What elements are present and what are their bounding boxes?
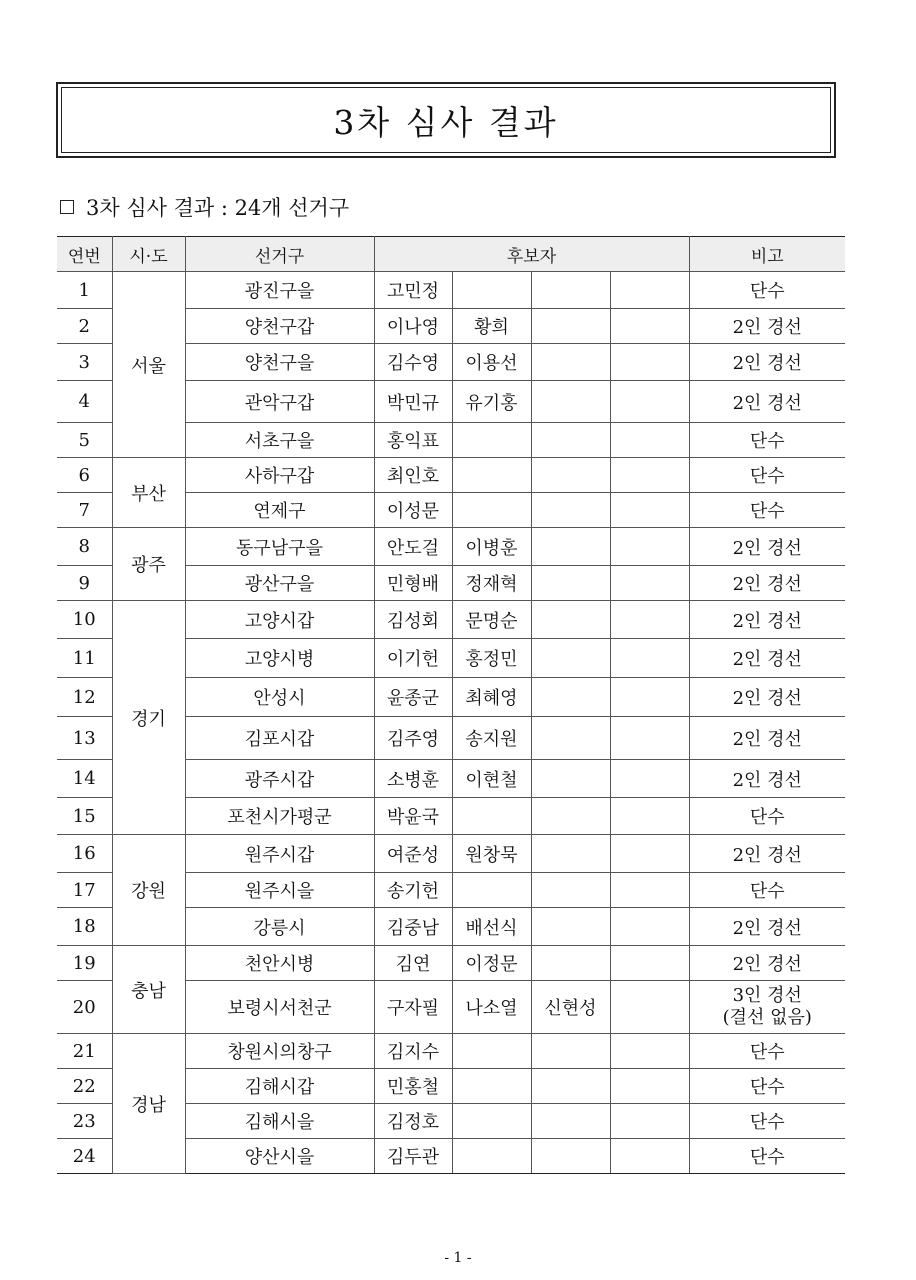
candidate-cell: 이기헌: [374, 639, 452, 678]
candidate-cell: 이현철: [452, 760, 531, 798]
district-cell: 광진구을: [185, 272, 374, 309]
row-number-cell: 16: [57, 835, 112, 873]
candidate-cell: 이나영: [374, 309, 452, 344]
row-number-cell: 10: [57, 601, 112, 639]
district-cell: 고양시병: [185, 639, 374, 678]
district-cell: 김포시갑: [185, 717, 374, 760]
candidate-cell: 안도걸: [374, 528, 452, 566]
candidate-cell: 홍정민: [452, 639, 531, 678]
candidate-cell: 나소열: [452, 981, 531, 1034]
page-number: - 1 -: [444, 1250, 472, 1266]
candidate-cell: [531, 423, 610, 458]
candidate-cell: [531, 566, 610, 601]
row-number-cell: 17: [57, 873, 112, 908]
district-cell: 양산시을: [185, 1139, 374, 1174]
candidate-cell: 송기헌: [374, 873, 452, 908]
district-cell: 김해시을: [185, 1104, 374, 1139]
candidate-cell: [531, 678, 610, 717]
district-cell: 안성시: [185, 678, 374, 717]
row-number-cell: 2: [57, 309, 112, 344]
candidate-cell: 이정문: [452, 946, 531, 981]
note-cell: 단수: [689, 272, 845, 309]
candidate-cell: 신현성: [531, 981, 610, 1034]
candidate-cell: [531, 493, 610, 528]
note-cell: 2인 경선: [689, 309, 845, 344]
candidate-cell: [531, 1139, 610, 1174]
candidate-cell: [610, 1034, 689, 1069]
note-cell: 2인 경선: [689, 344, 845, 381]
note-cell: [689, 981, 845, 1034]
candidate-cell: 김주영: [374, 717, 452, 760]
note-cell: 단수: [689, 1069, 845, 1104]
district-cell: 연제구: [185, 493, 374, 528]
note-line-1: 3인 경선: [732, 985, 802, 1006]
candidate-cell: [610, 601, 689, 639]
row-number-cell: 1: [57, 272, 112, 309]
candidate-cell: 송지원: [452, 717, 531, 760]
table-row: [57, 458, 845, 493]
district-cell: 서초구을: [185, 423, 374, 458]
candidate-cell: [610, 1104, 689, 1139]
candidate-cell: [610, 566, 689, 601]
candidate-cell: 김두관: [374, 1139, 452, 1174]
row-number-cell: 14: [57, 760, 112, 798]
candidate-cell: [452, 798, 531, 835]
district-cell: 보령시서천군: [185, 981, 374, 1034]
district-cell: 동구남구을: [185, 528, 374, 566]
candidate-cell: [531, 798, 610, 835]
candidate-cell: [452, 1104, 531, 1139]
candidate-cell: 고민정: [374, 272, 452, 309]
section-heading-text: 3차 심사 결과 : 24개 선거구: [86, 196, 350, 220]
district-cell: 원주시을: [185, 873, 374, 908]
note-cell: 단수: [689, 458, 845, 493]
candidate-cell: 이병훈: [452, 528, 531, 566]
note-cell: 2인 경선: [689, 678, 845, 717]
candidate-cell: [531, 1034, 610, 1069]
table-row: [57, 601, 845, 639]
candidate-cell: 김지수: [374, 1034, 452, 1069]
candidate-cell: [531, 381, 610, 423]
candidate-cell: [531, 717, 610, 760]
candidate-cell: [452, 493, 531, 528]
row-number-cell: 20: [57, 981, 112, 1034]
note-cell: 단수: [689, 1139, 845, 1174]
candidate-cell: [610, 272, 689, 309]
row-number-cell: 12: [57, 678, 112, 717]
district-cell: 양천구갑: [185, 309, 374, 344]
candidate-cell: 박민규: [374, 381, 452, 423]
candidate-cell: [610, 678, 689, 717]
candidate-cell: 여준성: [374, 835, 452, 873]
row-number-cell: 21: [57, 1034, 112, 1069]
candidate-cell: 박윤국: [374, 798, 452, 835]
district-cell: 사하구갑: [185, 458, 374, 493]
region-cell: 부산: [112, 458, 185, 528]
candidate-cell: [452, 272, 531, 309]
note-cell: 2인 경선: [689, 566, 845, 601]
candidate-cell: [531, 344, 610, 381]
table-row: [57, 528, 845, 566]
header-candidates: 후보자: [374, 237, 689, 272]
row-number-cell: 18: [57, 908, 112, 946]
candidate-cell: [610, 528, 689, 566]
district-cell: 관악구갑: [185, 381, 374, 423]
candidate-cell: [531, 309, 610, 344]
table-row: [57, 946, 845, 981]
candidate-cell: 소병훈: [374, 760, 452, 798]
candidate-cell: [610, 835, 689, 873]
candidate-cell: 원창묵: [452, 835, 531, 873]
row-number-cell: 24: [57, 1139, 112, 1174]
district-cell: 광산구을: [185, 566, 374, 601]
checkbox-bullet-icon: [60, 200, 74, 214]
note-cell: 단수: [689, 423, 845, 458]
candidate-cell: [610, 946, 689, 981]
candidate-cell: 홍익표: [374, 423, 452, 458]
note-cell: 단수: [689, 1034, 845, 1069]
table-header-row: [57, 237, 845, 272]
row-number-cell: 13: [57, 717, 112, 760]
candidate-cell: [452, 1034, 531, 1069]
candidate-cell: 구자필: [374, 981, 452, 1034]
candidate-cell: [531, 1069, 610, 1104]
candidate-cell: 이용선: [452, 344, 531, 381]
row-number-cell: 7: [57, 493, 112, 528]
candidate-cell: [452, 1069, 531, 1104]
header-region: 시·도: [112, 237, 185, 272]
row-number-cell: 11: [57, 639, 112, 678]
note-cell: 2인 경선: [689, 760, 845, 798]
candidate-cell: 김정호: [374, 1104, 452, 1139]
candidate-cell: 배선식: [452, 908, 531, 946]
candidate-cell: [610, 908, 689, 946]
note-cell: 2인 경선: [689, 381, 845, 423]
note-cell: 2인 경선: [689, 717, 845, 760]
candidate-cell: [610, 1069, 689, 1104]
row-number-cell: 23: [57, 1104, 112, 1139]
candidate-cell: [452, 1139, 531, 1174]
row-number-cell: 9: [57, 566, 112, 601]
table-row: [57, 272, 845, 309]
candidate-cell: 정재혁: [452, 566, 531, 601]
district-cell: 창원시의창구: [185, 1034, 374, 1069]
candidate-cell: [531, 835, 610, 873]
candidate-cell: [531, 873, 610, 908]
candidate-cell: [531, 639, 610, 678]
candidate-cell: 김연: [374, 946, 452, 981]
candidate-cell: 김중남: [374, 908, 452, 946]
candidate-cell: [531, 601, 610, 639]
table-row: [57, 835, 845, 873]
district-cell: 양천구을: [185, 344, 374, 381]
candidate-cell: 유기홍: [452, 381, 531, 423]
note-cell: 2인 경선: [689, 835, 845, 873]
candidate-cell: 이성문: [374, 493, 452, 528]
row-number-cell: 22: [57, 1069, 112, 1104]
candidate-cell: [610, 381, 689, 423]
district-cell: 고양시갑: [185, 601, 374, 639]
note-cell: 단수: [689, 873, 845, 908]
candidate-cell: [610, 981, 689, 1034]
row-number-cell: 5: [57, 423, 112, 458]
table-row: [57, 1034, 845, 1069]
candidate-cell: [610, 458, 689, 493]
page-title: 3차 심사 결과: [333, 102, 559, 142]
candidate-cell: 김성회: [374, 601, 452, 639]
header-district: 선거구: [185, 237, 374, 272]
title-inner-frame: [61, 87, 831, 153]
region-cell: 경남: [112, 1034, 185, 1174]
candidate-cell: [610, 873, 689, 908]
candidate-cell: [610, 798, 689, 835]
district-cell: 광주시갑: [185, 760, 374, 798]
candidate-cell: [610, 717, 689, 760]
candidate-cell: [610, 344, 689, 381]
note-cell: 단수: [689, 493, 845, 528]
candidate-cell: [610, 639, 689, 678]
candidate-cell: 문명순: [452, 601, 531, 639]
row-number-cell: 3: [57, 344, 112, 381]
note-line-2: (결선 없음): [722, 1007, 812, 1028]
region-cell: 서울: [112, 272, 185, 458]
candidate-cell: [531, 946, 610, 981]
candidate-cell: [610, 493, 689, 528]
row-number-cell: 6: [57, 458, 112, 493]
candidate-cell: [452, 873, 531, 908]
region-cell: 광주: [112, 528, 185, 601]
note-cell: 2인 경선: [689, 601, 845, 639]
header-note: 비고: [689, 237, 845, 272]
candidate-cell: [452, 423, 531, 458]
candidate-cell: [531, 458, 610, 493]
row-number-cell: 15: [57, 798, 112, 835]
candidate-cell: [531, 908, 610, 946]
candidate-cell: [531, 760, 610, 798]
row-number-cell: 8: [57, 528, 112, 566]
region-cell: 경기: [112, 601, 185, 835]
candidate-cell: 최인호: [374, 458, 452, 493]
candidate-cell: [610, 760, 689, 798]
candidate-cell: [610, 309, 689, 344]
candidate-cell: 김수영: [374, 344, 452, 381]
row-number-cell: 19: [57, 946, 112, 981]
table-body: [57, 272, 845, 1174]
note-cell: 2인 경선: [689, 528, 845, 566]
note-cell: 2인 경선: [689, 946, 845, 981]
region-cell: 충남: [112, 946, 185, 1034]
district-cell: 포천시가평군: [185, 798, 374, 835]
candidate-cell: [531, 1104, 610, 1139]
header-no: 연번: [57, 237, 112, 272]
candidate-cell: 민홍철: [374, 1069, 452, 1104]
district-cell: 천안시병: [185, 946, 374, 981]
results-table: [57, 236, 845, 1174]
district-cell: 김해시갑: [185, 1069, 374, 1104]
title-box: [56, 82, 836, 158]
note-cell: 단수: [689, 1104, 845, 1139]
candidate-cell: 민형배: [374, 566, 452, 601]
row-number-cell: 4: [57, 381, 112, 423]
note-cell: 단수: [689, 798, 845, 835]
candidate-cell: [531, 528, 610, 566]
section-heading: [60, 192, 349, 222]
region-cell: 강원: [112, 835, 185, 946]
note-cell: 2인 경선: [689, 908, 845, 946]
note-cell: 2인 경선: [689, 639, 845, 678]
candidate-cell: [531, 272, 610, 309]
candidate-cell: [610, 1139, 689, 1174]
candidate-cell: 윤종군: [374, 678, 452, 717]
candidate-cell: 최혜영: [452, 678, 531, 717]
candidate-cell: [610, 423, 689, 458]
district-cell: 원주시갑: [185, 835, 374, 873]
district-cell: 강릉시: [185, 908, 374, 946]
candidate-cell: [452, 458, 531, 493]
candidate-cell: 황희: [452, 309, 531, 344]
